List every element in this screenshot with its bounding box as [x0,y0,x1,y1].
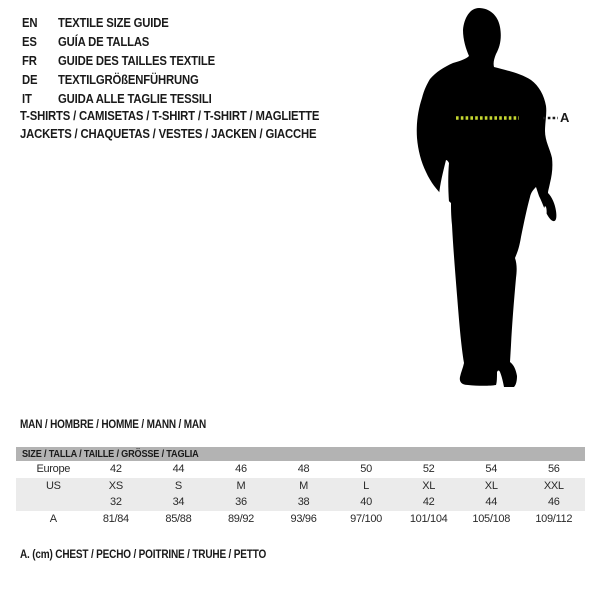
size-value: 44 [485,496,498,509]
row-label: A [49,512,57,525]
category-line-jackets: JACKETS / CHAQUETAS / VESTES / JACKEN / GIACCHE [20,125,317,141]
gender-title: MAN / HOMBRE / HOMME / MANN / MAN [20,419,207,431]
size-value: 50 [360,463,372,476]
language-label: TEXTILGRÖßENFÜHRUNG [58,72,199,87]
size-table-header: SIZE / TALLA / TAILLE / GRÖSSE / TAGLIA [16,447,585,461]
man-silhouette [417,8,557,387]
size-value: L [363,479,369,492]
size-value: 93/96 [290,512,317,525]
category-line-tshirts: T-SHIRTS / CAMISETAS / T-SHIRT / T-SHIRT / MAGLIETTE [20,108,320,123]
size-value: 97/100 [350,512,383,525]
table-row [16,461,585,478]
size-value: S [174,479,182,492]
language-code: IT [22,91,32,106]
size-value: 42 [422,496,435,509]
size-value: 48 [297,463,310,476]
row-label: US [45,479,61,492]
size-value: 54 [485,463,498,476]
table-row [16,478,585,495]
size-value: 46 [235,463,247,476]
size-value: 105/108 [472,512,511,525]
measurement-footnote: A. (cm) CHEST / PECHO / POITRINE / TRUHE / PETTO [20,549,267,561]
row-label: Europe [36,463,71,476]
size-value: 40 [360,496,372,509]
size-value: XL [484,479,498,492]
size-value: XL [422,479,436,492]
language-label: GUIDE DES TAILLES TEXTILE [58,53,215,68]
size-value: 109/112 [535,512,573,525]
size-value: 36 [235,496,247,509]
size-value: 42 [110,463,122,476]
size-value: 89/92 [227,512,254,525]
table-row [16,511,585,528]
size-value: 32 [110,496,122,509]
language-label: GUIDA ALLE TAGLIE TESSILI [58,91,212,106]
size-table-body [16,461,585,527]
size-value: XXL [543,479,564,492]
language-code: EN [22,15,38,30]
size-value: 44 [172,463,185,476]
size-value: 52 [422,463,435,476]
language-code: DE [22,72,38,87]
hand-gap [544,206,547,219]
size-value: XS [108,479,123,492]
measure-label-a: A [560,110,570,125]
size-value: M [236,479,246,492]
size-value: 81/84 [102,512,129,525]
size-value: M [299,479,308,492]
language-code: ES [22,34,37,49]
size-value: 46 [547,496,560,509]
size-value: 34 [172,496,185,509]
language-label: TEXTILE SIZE GUIDE [58,15,169,30]
size-value: 38 [297,496,310,509]
language-label: GUÍA DE TALLAS [58,34,150,49]
size-table [16,447,585,527]
size-value: 85/88 [165,512,192,525]
table-row [16,494,585,511]
language-code: FR [22,53,37,68]
size-value: 56 [547,463,560,476]
size-value: 101/104 [409,512,448,525]
